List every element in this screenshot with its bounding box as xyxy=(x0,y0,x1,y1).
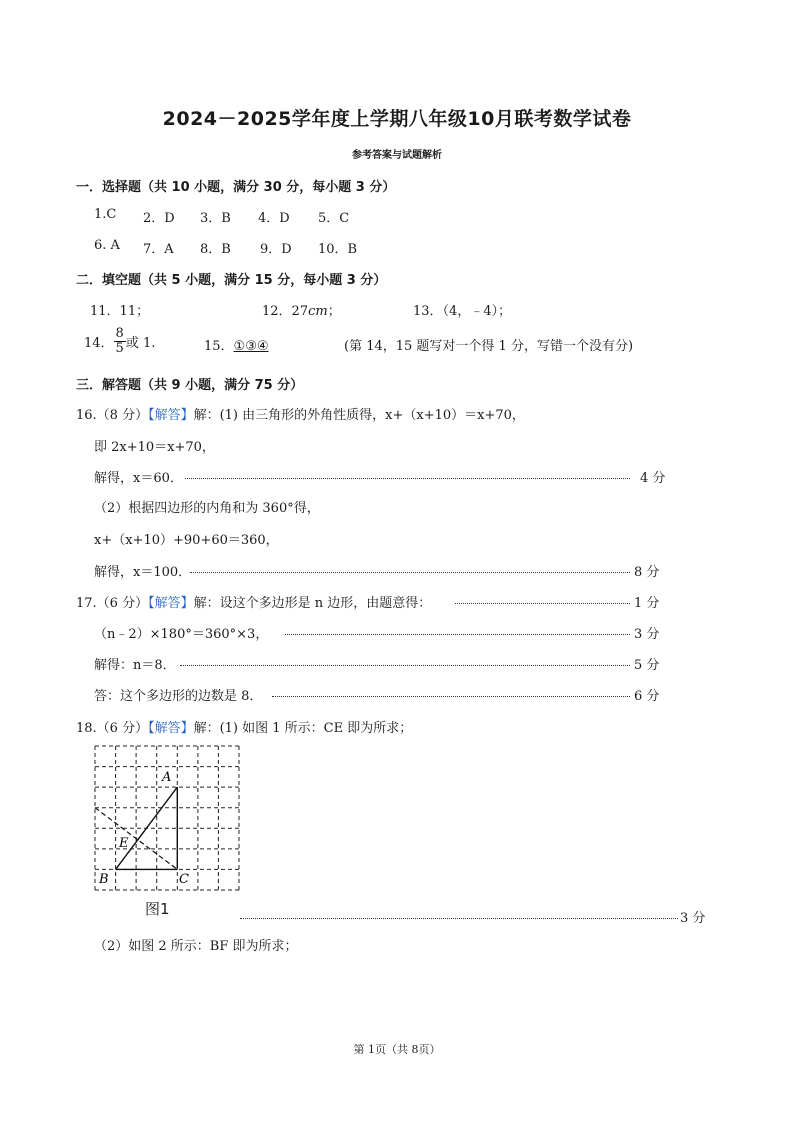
q16-score-2: 8 分 xyxy=(634,565,660,580)
label-e: E xyxy=(119,836,129,851)
answer-13: 13．（4，﹣4）； xyxy=(413,304,512,319)
answer-6: 6. A xyxy=(94,238,120,253)
q17-score-1: 1 分 xyxy=(634,596,660,611)
answer-9: 9．D xyxy=(260,242,292,257)
figure-1-caption: 图1 xyxy=(145,900,170,918)
q16-leader-dots-2 xyxy=(190,572,630,573)
answer-5: 5．C xyxy=(318,211,350,226)
q18-score-1: 3 分 xyxy=(680,911,706,926)
answer-12: 12．27cm； xyxy=(262,304,341,319)
q16-score-1: 4 分 xyxy=(640,471,666,486)
q16-line6: 解得，x＝100． xyxy=(94,565,192,580)
q17-line3: 解得：n＝8． xyxy=(94,658,176,673)
q16-line2: 即 2x+10＝x+70， xyxy=(94,440,215,455)
q17-score-2: 3 分 xyxy=(634,627,660,642)
page-footer: 第 1页（共 8页） xyxy=(353,1043,441,1056)
label-c: C xyxy=(179,872,189,887)
q17-leader-dots-4 xyxy=(272,696,630,697)
q16-line3: 解得，x＝60． xyxy=(94,471,183,486)
page-title: 2024－2025学年度上学期八年级10月联考数学试卷 xyxy=(162,108,632,130)
q18-line1: 18.（6 分）【解答】解：(1) 如图 1 所示：CE 即为所求； xyxy=(76,721,413,736)
q17-leader-dots-1 xyxy=(455,603,630,604)
answer-10: 10．B xyxy=(318,242,358,257)
answer-4: 4．D xyxy=(258,211,290,226)
answer-2: 2．D xyxy=(143,211,175,226)
section1-heading: 一．选择题（共 10 小题，满分 30 分，每小题 3 分） xyxy=(76,180,396,195)
q17-score-3: 5 分 xyxy=(634,658,660,673)
answer-8: 8．B xyxy=(200,242,231,257)
answer-7: 7．A xyxy=(143,242,174,257)
scoring-note: (第 14，15 题写对一个得 1 分，写错一个没有分) xyxy=(344,339,634,354)
label-b: B xyxy=(99,872,109,887)
answer-15: 15．①③④ xyxy=(204,339,269,354)
q16-line5: x+（x+10）+90+60＝360， xyxy=(94,533,279,548)
q18-leader-dots-1 xyxy=(240,918,678,919)
label-a: A xyxy=(162,770,172,785)
q17-line2: （n﹣2）×180°＝360°×3， xyxy=(94,627,269,642)
q17-line1: 17.（6 分）【解答】解：设这个多边形是 n 边形，由题意得： xyxy=(76,596,432,611)
answer-14: 14． $\frac{8}{5}$ 或 1. xyxy=(84,326,156,356)
q16-line1: 16.（8 分）【解答】解：(1) 由三角形的外角性质得，x+（x+10）＝x+70， xyxy=(76,408,525,423)
fraction-8-5: $\frac{8}{5}$ xyxy=(115,326,124,356)
page-subtitle: 参考答案与试题解析 xyxy=(352,150,442,161)
q16-line4: （2）根据四边形的内角和为 360°得， xyxy=(94,501,320,516)
figure-1-grid xyxy=(92,743,242,893)
q16-leader-dots-1 xyxy=(185,478,630,479)
q18-line2: （2）如图 2 所示：BF 即为所求； xyxy=(94,939,298,954)
section3-heading: 三．解答题（共 9 小题，满分 75 分） xyxy=(76,378,304,393)
q17-score-4: 6 分 xyxy=(634,689,660,704)
answer-1: 1.C xyxy=(94,207,117,222)
section2-heading: 二．填空题（共 5 小题，满分 15 分，每小题 3 分） xyxy=(76,273,387,288)
q17-line4: 答：这个多边形的边数是 8． xyxy=(94,689,263,704)
q17-leader-dots-2 xyxy=(285,634,630,635)
answer-11: 11．11； xyxy=(90,304,150,319)
answer-3: 3．B xyxy=(200,211,231,226)
q17-leader-dots-3 xyxy=(180,665,630,666)
